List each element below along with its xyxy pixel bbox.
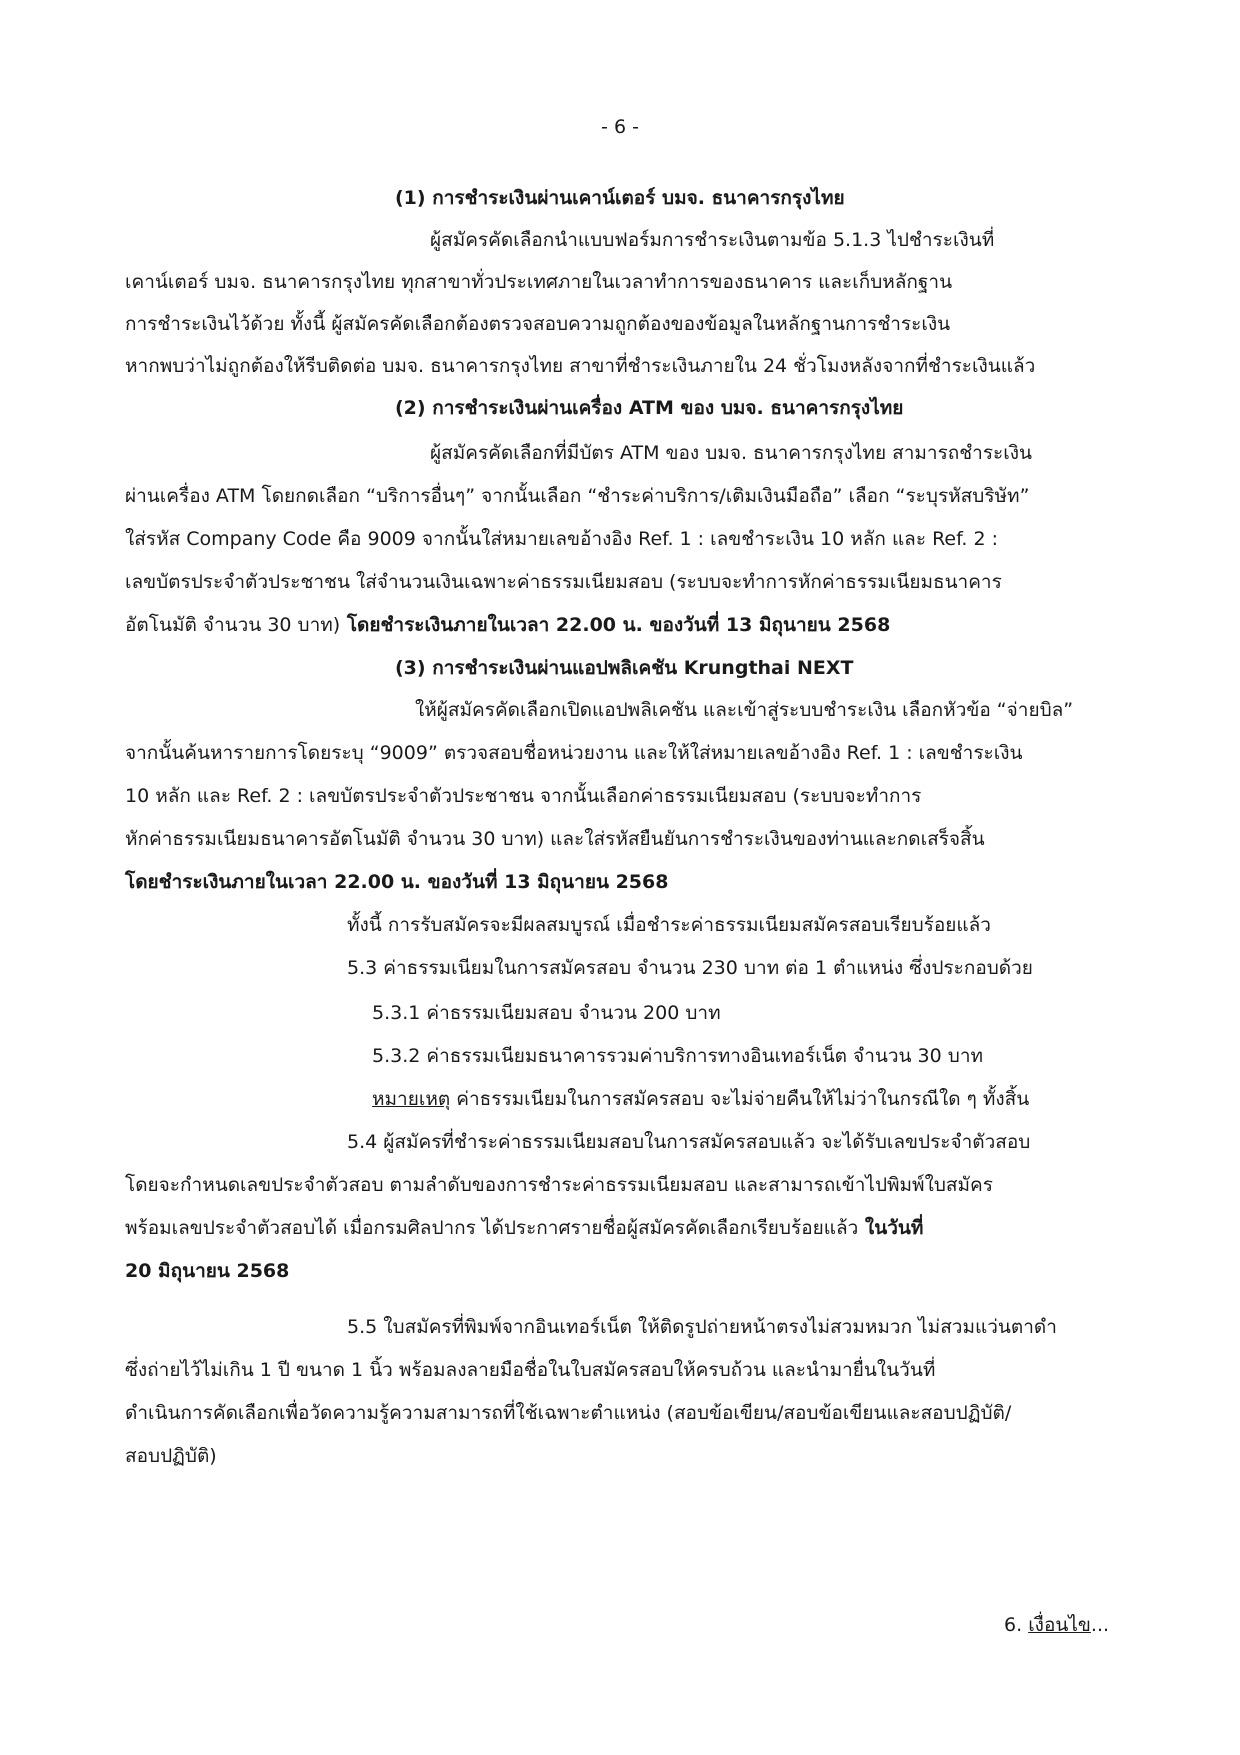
section-3-deadline: โดยชำระเงินภายในเวลา 22.00 น. ของวันที่ 13 มิถุนายน 2568 (125, 871, 669, 893)
item-5-4-line-3 (125, 1215, 923, 1241)
remark-line (372, 1086, 1029, 1112)
item-5-5-line-1: 5.5 ใบสมัครที่พิมพ์จากอินเทอร์เน็ต ให้ติดรูปถ่ายหน้าตรงไม่สวมหมวก ไม่สวมแว่นตาดำ (347, 1316, 1057, 1338)
section-3-line-3: 10 หลัก และ Ref. 2 : เลขบัตรประจำตัวประชาชน จากนั้นเลือกค่าธรรมเนียมสอบ (ระบบจะทำการ (125, 785, 922, 807)
section-3-heading: (3) การชำระเงินผ่านแอปพลิเคชัน Krungthai NEXT (395, 657, 854, 679)
footer-next-section: เงื่อนไข (1028, 1614, 1091, 1636)
section-2-line-2: ผ่านเครื่อง ATM โดยกดเลือก “บริการอื่นๆ” จากนั้นเลือก “ชำระค่าบริการ/เติมเงินมือถือ” เลือก “ระบุรหัสบริษัท” (125, 485, 1030, 507)
section-3-line-4: หักค่าธรรมเนียมธนาคารอัตโนมัติ จำนวน 30 บาท) และใส่รหัสยืนยันการชำระเงินของท่านและกดเสร็จสิ้น (125, 828, 985, 850)
item-5-4-date: 20 มิถุนายน 2568 (125, 1260, 290, 1282)
footer-number: 6. (1004, 1614, 1023, 1636)
completion-note: ทั้งนี้ การรับสมัครจะมีผลสมบูรณ์ เมื่อชำระค่าธรรมเนียมสมัครสอบเรียบร้อยแล้ว (347, 914, 991, 936)
section-2-heading: (2) การชำระเงินผ่านเครื่อง ATM ของ บมจ. ธนาคารกรุงไทย (395, 397, 904, 419)
section-2-line-3: ใส่รหัส Company Code คือ 9009 จากนั้นใส่หมายเลขอ้างอิง Ref. 1 : เลขชำระเงิน 10 หลัก และ Ref. 2 : (125, 528, 999, 550)
remark-label: หมายเหตุ (372, 1088, 451, 1110)
section-1-line-1: ผู้สมัครคัดเลือกนำแบบฟอร์มการชำระเงินตามข้อ 5.1.3 ไปชำระเงินที่ (430, 229, 995, 251)
item-5-5-line-4: สอบปฏิบัติ) (125, 1445, 217, 1467)
continuation-footer (1004, 1612, 1109, 1638)
item-5-3-2: 5.3.2 ค่าธรรมเนียมธนาคารรวมค่าบริการทางอินเทอร์เน็ต จำนวน 30 บาท (372, 1045, 984, 1067)
section-1-heading: (1) การชำระเงินผ่านเคาน์เตอร์ บมจ. ธนาคารกรุงไทย (395, 187, 845, 209)
section-2-line-5 (125, 612, 890, 638)
item-5-4-line-2: โดยจะกำหนดเลขประจำตัวสอบ ตามลำดับของการชำระค่าธรรมเนียมสอบ และสามารถเข้าไปพิมพ์ใบสมัคร (125, 1174, 993, 1196)
section-2-line-1: ผู้สมัครคัดเลือกที่มีบัตร ATM ของ บมจ. ธนาคารกรุงไทย สามารถชำระเงิน (430, 442, 1033, 464)
section-2-fee-text: อัตโนมัติ จำนวน 30 บาท) (125, 614, 341, 636)
item-5-4-date-prefix: ในวันที่ (858, 1217, 924, 1239)
item-5-5-line-2: ซึ่งถ่ายไว้ไม่เกิน 1 ปี ขนาด 1 นิ้ว พร้อมลงลายมือชื่อในใบสมัครสอบให้ครบถ้วน และนำมายื่นในวันที่ (125, 1359, 936, 1381)
item-5-3: 5.3 ค่าธรรมเนียมในการสมัครสอบ จำนวน 230 บาท ต่อ 1 ตำแหน่ง ซึ่งประกอบด้วย (347, 957, 1033, 979)
item-5-4-line-1: 5.4 ผู้สมัครที่ชำระค่าธรรมเนียมสอบในการสมัครสอบแล้ว จะได้รับเลขประจำตัวสอบ (347, 1131, 1031, 1153)
section-2-line-4: เลขบัตรประจำตัวประชาชน ใส่จำนวนเงินเฉพาะค่าธรรมเนียมสอบ (ระบบจะทำการหักค่าธรรมเนียมธนาคาร (125, 571, 1002, 593)
footer-ellipsis: ... (1090, 1614, 1110, 1636)
section-2-deadline: โดยชำระเงินภายในเวลา 22.00 น. ของวันที่ 13 มิถุนายน 2568 (340, 614, 891, 636)
item-5-4-line-3-text: พร้อมเลขประจำตัวสอบได้ เมื่อกรมศิลปากร ได้ประกาศรายชื่อผู้สมัครคัดเลือกเรียบร้อยแล้ว (125, 1217, 859, 1239)
item-5-3-1: 5.3.1 ค่าธรรมเนียมสอบ จำนวน 200 บาท (372, 1002, 721, 1024)
page-number: - 6 - (601, 116, 639, 138)
section-1-line-3: การชำระเงินไว้ด้วย ทั้งนี้ ผู้สมัครคัดเลือกต้องตรวจสอบความถูกต้องของข้อมูลในหลักฐานการชำระเงิน (125, 313, 951, 335)
remark-text: ค่าธรรมเนียมในการสมัครสอบ จะไม่จ่ายคืนให้ไม่ว่าในกรณีใด ๆ ทั้งสิ้น (450, 1088, 1030, 1110)
section-1-line-2: เคาน์เตอร์ บมจ. ธนาคารกรุงไทย ทุกสาขาทั่วประเทศภายในเวลาทำการของธนาคาร และเก็บหลักฐาน (125, 271, 953, 293)
section-1-line-4: หากพบว่าไม่ถูกต้องให้รีบติดต่อ บมจ. ธนาคารกรุงไทย สาขาที่ชำระเงินภายใน 24 ชั่วโมงหลังจากที่ชำระเงินแล้ว (125, 355, 1036, 377)
item-5-5-line-3: ดำเนินการคัดเลือกเพื่อวัดความรู้ความสามารถที่ใช้เฉพาะตำแหน่ง (สอบข้อเขียน/สอบข้อเขียนและสอบปฏิบัติ/ (125, 1402, 1012, 1424)
section-3-line-1: ให้ผู้สมัครคัดเลือกเปิดแอปพลิเคชัน และเข้าสู่ระบบชำระเงิน เลือกหัวข้อ “จ่ายบิล” (415, 699, 1074, 721)
section-3-line-2: จากนั้นค้นหารายการโดยระบุ “9009” ตรวจสอบชื่อหน่วยงาน และให้ใส่หมายเลขอ้างอิง Ref. 1 : เลขชำระเงิน (125, 742, 1023, 764)
